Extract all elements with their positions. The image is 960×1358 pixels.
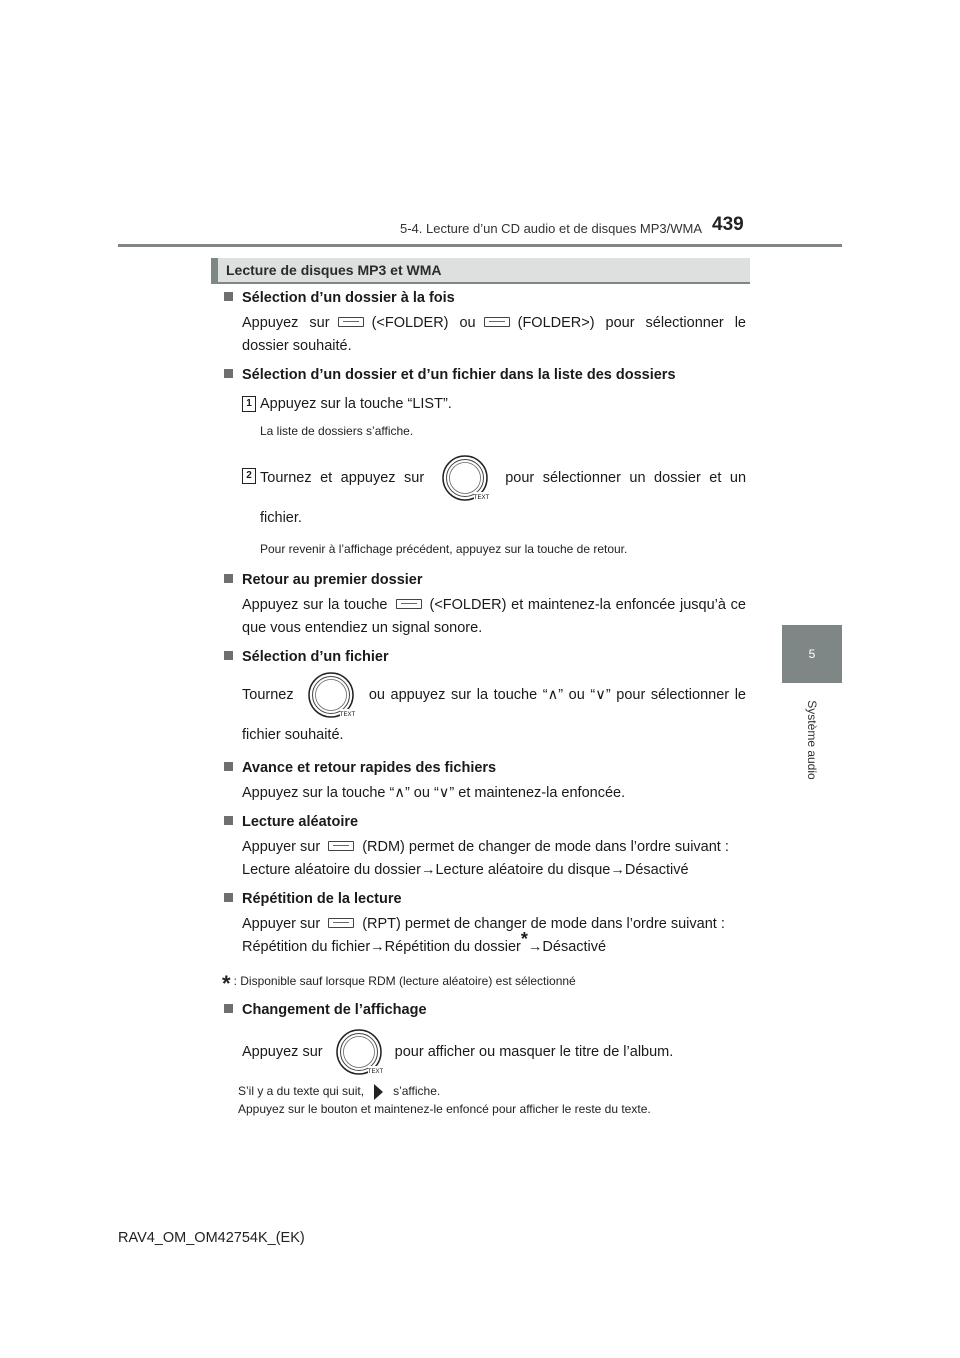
step-2 <box>242 454 746 558</box>
tune-knob-icon <box>307 671 355 719</box>
step-text: Appuyez sur la touche “LIST”. <box>260 396 452 412</box>
section-first-folder <box>222 570 746 640</box>
section-title: Répétition de la lecture <box>242 891 402 907</box>
section-text: Appuyez sur (<FOLDER) ou (FOLDER>) pour sélectionner le dossier souhaité. <box>242 315 746 354</box>
button-icon <box>484 317 510 327</box>
section-text: Tournez TEXT ou appuyez sur la touche “∧” ou “∨” pour sélectionner le fichier souhaité. <box>242 671 746 751</box>
chapter-title: 5-4. Lecture d’un CD audio et de disques MP3/WMA <box>400 221 703 236</box>
page-number: 439 <box>712 214 744 235</box>
step-text: Tournez et appuyez sur TEXT pour sélectionner un dossier et un fichier. <box>260 454 746 534</box>
step-number: 1 <box>242 396 256 412</box>
section-title: Avance et retour rapides des fichiers <box>242 760 497 776</box>
section-text: Appuyer sur (RDM) permet de changer de mode dans l’ordre suivant : Lecture aléatoire du dossier→Lecture aléatoire du disque→Désactivé <box>242 839 729 878</box>
section-folder-list <box>222 365 746 558</box>
bullet-square-icon <box>224 574 233 583</box>
step-1 <box>242 393 746 440</box>
footnote: * : Disponible sauf lorsque RDM (lecture aléatoire) est sélectionné <box>222 971 576 996</box>
button-icon <box>396 599 422 609</box>
tune-knob-icon <box>441 454 489 502</box>
section-note: S’il y a du texte qui suit, s’affiche. Appuyez sur le bouton et maintenez-le enfoncé pour afficher le reste du texte. <box>238 1084 651 1116</box>
tune-knob-icon <box>335 1028 383 1076</box>
section-text: Appuyez sur TEXT pour afficher ou masquer le titre de l’album. <box>242 1028 746 1076</box>
section-text: Appuyez sur la touche (<FOLDER) et maintenez-la enfoncée jusqu’à ce que vous entendiez un signal sonore. <box>242 597 746 636</box>
button-icon <box>328 841 354 851</box>
section-banner <box>211 258 750 284</box>
header-rule <box>118 244 842 247</box>
section-title: Lecture aléatoire <box>242 814 359 830</box>
step-note: Pour revenir à l’affichage précédent, appuyez sur la touche de retour. <box>260 542 628 556</box>
section-repeat <box>222 889 746 959</box>
section-display <box>222 1000 746 1118</box>
more-text-arrow-icon <box>374 1084 383 1100</box>
bullet-square-icon <box>224 1004 233 1013</box>
step-number: 2 <box>242 468 256 484</box>
section-fast-forward <box>222 758 746 805</box>
bullet-square-icon <box>224 893 233 902</box>
bullet-square-icon <box>224 369 233 378</box>
button-icon <box>338 317 364 327</box>
svg-text:TEXT: TEXT <box>473 495 489 501</box>
chapter-tab-number: 5 <box>808 647 816 661</box>
svg-text:TEXT: TEXT <box>340 712 356 718</box>
bullet-square-icon <box>224 651 233 660</box>
bullet-square-icon <box>224 816 233 825</box>
document-code: RAV4_OM_OM42754K_(EK) <box>118 1230 305 1246</box>
button-icon <box>328 918 354 928</box>
chapter-tab-label: Système audio <box>805 700 819 780</box>
section-text: Appuyer sur (RPT) permet de changer de mode dans l’ordre suivant : Répétition du fichier→Répétition du dossier*→Désactivé <box>242 916 725 955</box>
bullet-square-icon <box>224 762 233 771</box>
section-folder-select <box>222 288 746 358</box>
section-title: Retour au premier dossier <box>242 572 423 588</box>
section-title: Sélection d’un fichier <box>242 649 389 665</box>
section-title: Sélection d’un dossier à la fois <box>242 290 455 306</box>
svg-text:TEXT: TEXT <box>367 1069 383 1075</box>
section-text: Appuyez sur la touche “∧” ou “∨” et maintenez-la enfoncée. <box>242 785 626 801</box>
section-title: Sélection d’un dossier et d’un fichier dans la liste des dossiers <box>242 367 676 383</box>
section-file-select <box>222 647 746 751</box>
page-content <box>222 288 746 1118</box>
section-title: Changement de l’affichage <box>242 1002 427 1018</box>
step-note: La liste de dossiers s’affiche. <box>260 424 414 438</box>
chapter-tab <box>782 625 842 683</box>
section-banner-title: Lecture de disques MP3 et WMA <box>226 262 442 278</box>
section-random <box>222 812 746 882</box>
bullet-square-icon <box>224 292 233 301</box>
